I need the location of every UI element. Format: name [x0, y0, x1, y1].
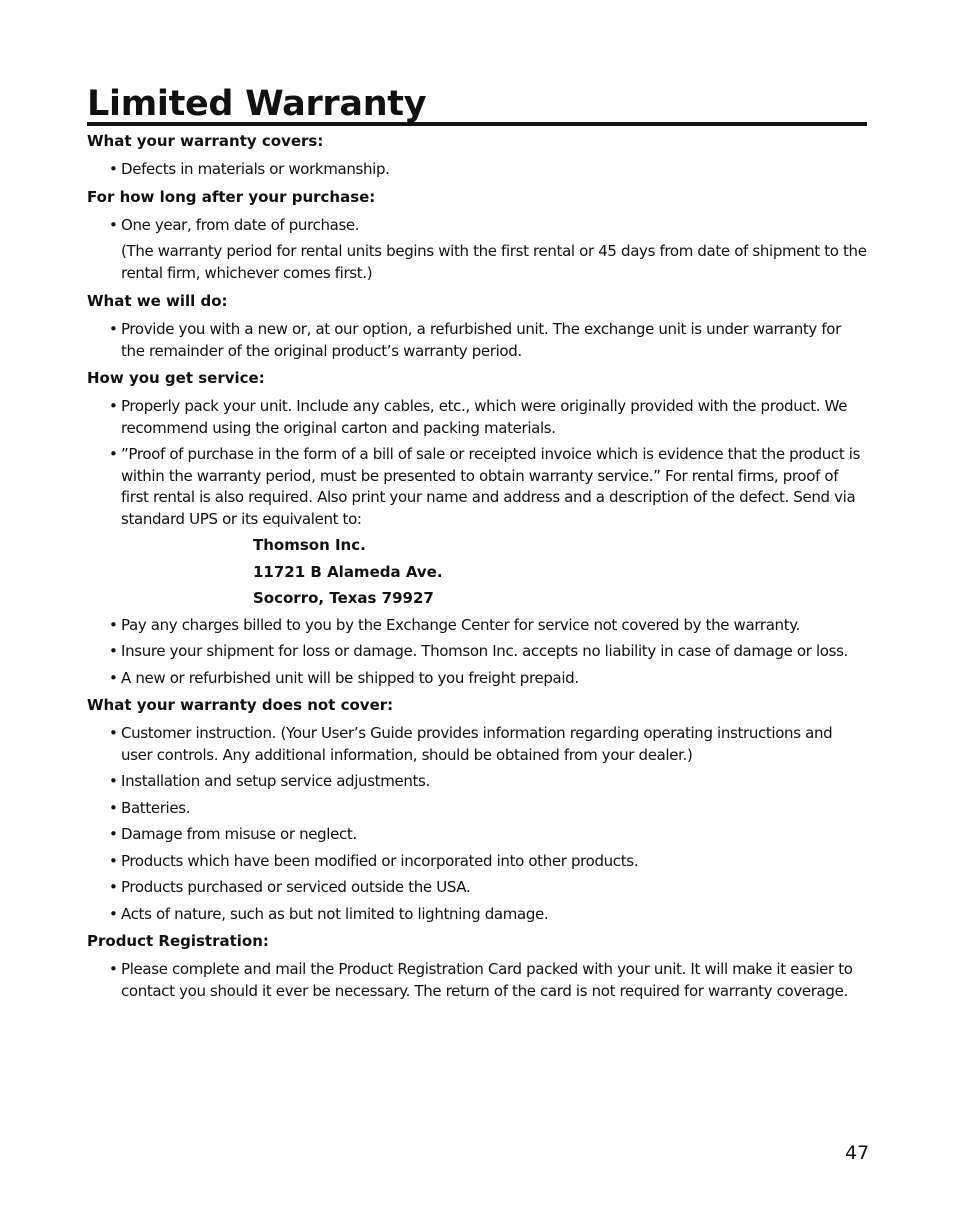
get-service-list — [87, 396, 867, 530]
registration-list — [87, 959, 867, 1002]
list-item: • Please complete and mail the Product Registration Card packed with your unit. It will make it easier to contact you should it ever be necessary. The return of the card is not required for warranty coverage. — [109, 960, 853, 1000]
bullet: • — [109, 798, 118, 817]
bullet: • — [109, 615, 118, 634]
section-heading-not-cover: What your warranty does not cover: — [87, 696, 394, 714]
page-title: Limited Warranty — [87, 84, 427, 124]
list-item: • Properly pack your unit. Include any cables, etc., which were originally provided with the product. We recommend using the original carton and packing materials. — [109, 397, 848, 437]
list-item: • ”Proof of purchase in the form of a bill of sale or receipted invoice which is evidence that the product is within the warranty period, must be presented to obtain warranty service.” For rental firms, proof of first rental is also required. Also print your name and address and a description of the defect. Send via standard UPS or its equivalent to: — [109, 445, 861, 528]
list-item: • Products purchased or serviced outside the USA. — [87, 877, 867, 899]
bullet: • — [109, 160, 118, 178]
list-item: • Insure your shipment for loss or damage. Thomson Inc. accepts no liability in case of damage or loss. — [87, 641, 867, 663]
covers-list — [87, 159, 867, 181]
section-heading-what-we-do: What we will do: — [87, 292, 228, 310]
bullet: • — [109, 904, 118, 923]
section-heading-registration: Product Registration: — [87, 932, 269, 950]
how-long-list — [87, 215, 867, 237]
what-we-do-list — [87, 319, 867, 362]
address-company: Thomson Inc. — [253, 536, 366, 554]
bullet: • — [109, 851, 118, 870]
list-item: • Batteries. — [87, 798, 867, 820]
list-item: • Defects in materials or workmanship. — [87, 159, 867, 181]
bullet: • — [109, 445, 118, 463]
bullet: • — [109, 825, 118, 843]
bullet: • — [109, 724, 118, 742]
bullet: • — [109, 642, 118, 660]
bullet: • — [109, 878, 118, 896]
list-item: • A new or refurbished unit will be shipped to you freight prepaid. — [87, 668, 867, 690]
list-item: • Damage from misuse or neglect. — [87, 824, 867, 846]
list-item: • One year, from date of purchase. — [87, 215, 867, 237]
address-street: 11721 B Alameda Ave. — [253, 562, 443, 581]
bullet: • — [109, 397, 118, 415]
get-service-list-continued — [87, 615, 867, 690]
list-item: • Installation and setup service adjustments. — [87, 771, 867, 793]
bullet: • — [109, 320, 118, 338]
list-item: • Customer instruction. (Your User’s Guide provides information regarding operating instructions and user controls. Any additional information, should be obtained from your dealer.) — [109, 724, 833, 764]
list-item: • Pay any charges billed to you by the Exchange Center for service not covered by the warranty. — [87, 615, 867, 637]
list-item: • Acts of nature, such as but not limited to lightning damage. — [87, 904, 867, 926]
bullet: • — [109, 960, 118, 978]
bullet: • — [109, 668, 118, 687]
section-heading-how-long: For how long after your purchase: — [87, 187, 376, 206]
warranty-page — [87, 84, 867, 1007]
not-cover-list — [87, 723, 867, 925]
bullet: • — [109, 772, 118, 790]
list-item: • Provide you with a new or, at our option, a refurbished unit. The exchange unit is under warranty for the remainder of the original product’s warranty period. — [109, 320, 841, 360]
address-city: Socorro, Texas 79927 — [253, 589, 434, 607]
bullet: • — [109, 215, 118, 234]
list-item: • Products which have been modified or incorporated into other products. — [87, 851, 867, 873]
section-heading-get-service: How you get service: — [87, 369, 265, 387]
rental-note: (The warranty period for rental units begins with the first rental or 45 days from date of shipment to the rental firm, whichever comes first.) — [121, 242, 867, 282]
page-number: 47 — [845, 1142, 870, 1164]
section-heading-covers: What your warranty covers: — [87, 132, 324, 150]
